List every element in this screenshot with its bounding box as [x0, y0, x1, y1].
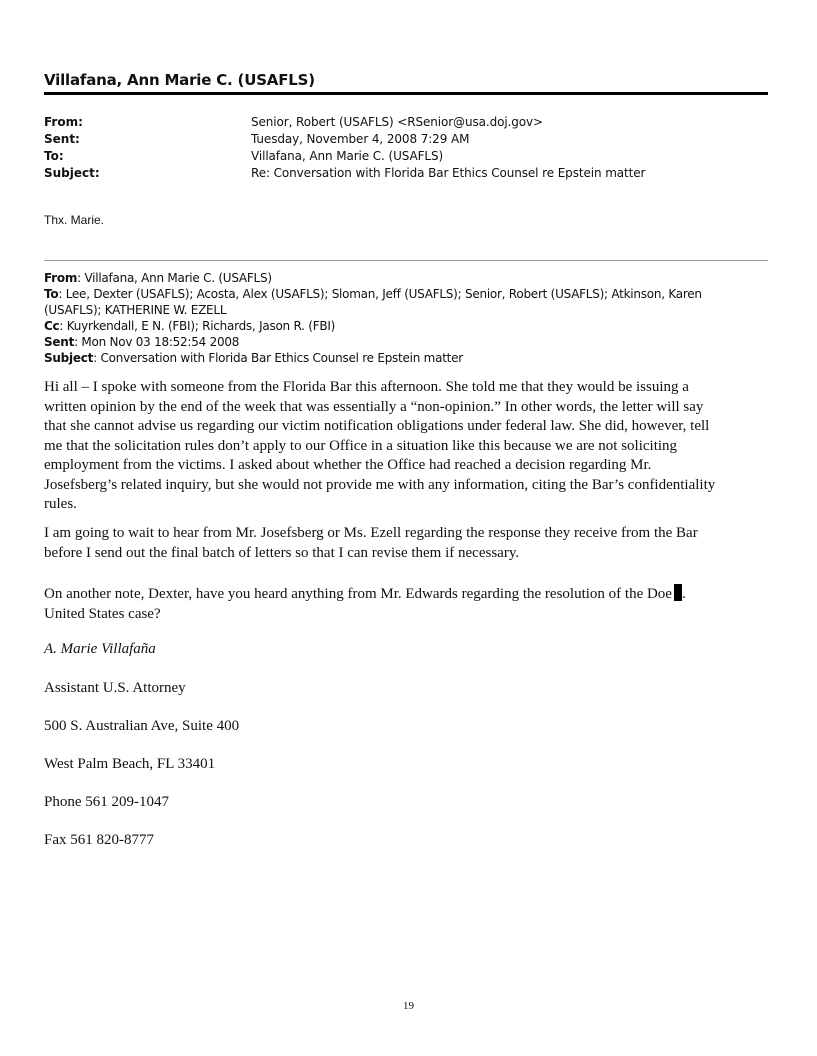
body-line: Josefsberg’s related inquiry, but she would not provide me with any information, citing the Bar’s confidentiality	[44, 476, 716, 493]
subject-label: Subject:	[44, 166, 100, 180]
from-label: From:	[44, 115, 83, 129]
body-line: me that the solicitation rules don’t apply to our Office in a situation like this because we are not soliciting	[44, 437, 678, 454]
body-line	[44, 584, 772, 605]
body-line: rules.	[44, 496, 77, 512]
signature-title: Assistant U.S. Attorney	[44, 680, 186, 696]
sent-label: Sent:	[44, 132, 80, 146]
redaction-block	[674, 584, 682, 601]
fwd-sent-label: Sent	[44, 335, 75, 349]
fwd-cc-row	[44, 318, 335, 334]
body-line-end: .	[681, 586, 686, 602]
fwd-sent-value: : Mon Nov 03 18:52:54 2008	[74, 335, 240, 349]
body-paragraph-1	[44, 378, 772, 515]
fwd-cc-value: : Kuyrkendall, E N. (FBI); Richards, Jason R. (FBI)	[59, 319, 336, 333]
fwd-to-row	[44, 286, 702, 302]
fwd-subject-value: : Conversation with Florida Bar Ethics Counsel re Epstein matter	[93, 351, 463, 365]
fwd-subject-row	[44, 350, 463, 366]
fwd-sent-row	[44, 334, 239, 350]
signature-address-line2: West Palm Beach, FL 33401	[44, 756, 216, 772]
fwd-to-label: To	[44, 287, 59, 301]
fwd-cc-label: Cc	[44, 319, 60, 333]
from-value: Senior, Robert (USAFLS) <RSenior@usa.doj.gov>	[251, 115, 544, 129]
to-value: Villafana, Ann Marie C. (USAFLS)	[251, 149, 444, 163]
reply-text: Thx. Marie.	[44, 213, 105, 227]
body-paragraph-2	[44, 524, 772, 563]
page-number: 19	[403, 1000, 414, 1012]
signature-fax: Fax 561 820-8777	[44, 832, 154, 848]
fwd-subject-label: Subject	[44, 351, 94, 365]
to-label: To:	[44, 149, 64, 163]
signature-address-line1: 500 S. Australian Ave, Suite 400	[44, 718, 240, 734]
body-line: United States case?	[44, 605, 161, 622]
mailbox-owner-heading: Villafana, Ann Marie C. (USAFLS)	[44, 71, 315, 89]
body-paragraph-3	[44, 584, 772, 624]
body-line: written opinion by the end of the week that was essentially a “non-opinion.” In other words, the letter will say	[44, 398, 704, 415]
body-line: Hi all – I spoke with someone from the Florida Bar this afternoon. She told me that they would be issuing a	[44, 379, 689, 395]
signature-name: A. Marie Villafaña	[44, 641, 156, 657]
signature-phone: Phone 561 209-1047	[44, 794, 169, 810]
fwd-from-label: From	[44, 271, 78, 285]
body-line: employment from the victims. I asked about whether the Office had reached a decision regarding Mr.	[44, 457, 652, 473]
sent-value: Tuesday, November 4, 2008 7:29 AM	[251, 132, 470, 146]
forward-separator	[44, 260, 768, 261]
fwd-from-value: : Villafana, Ann Marie C. (USAFLS)	[77, 271, 272, 285]
body-line: before I send out the final batch of letters so that I can revise them if necessary.	[44, 544, 520, 561]
body-line: that she cannot advise us regarding our victim notification obligations under federal law. She did, however, tell	[44, 418, 710, 434]
fwd-to-row-continued: (USAFLS); KATHERINE W. EZELL	[44, 303, 227, 317]
heading-divider	[44, 92, 768, 95]
fwd-to-value: : Lee, Dexter (USAFLS); Acosta, Alex (USAFLS); Sloman, Jeff (USAFLS); Senior, Robert (USAFLS); Atkinson, Karen	[58, 287, 702, 301]
body-line-text: On another note, Dexter, have you heard anything from Mr. Edwards regarding the resolution of the Doe	[44, 586, 672, 602]
fwd-from-row	[44, 270, 272, 286]
body-line: I am going to wait to hear from Mr. Josefsberg or Ms. Ezell regarding the response they receive from the Bar	[44, 525, 698, 541]
subject-value: Re: Conversation with Florida Bar Ethics Counsel re Epstein matter	[251, 166, 646, 180]
